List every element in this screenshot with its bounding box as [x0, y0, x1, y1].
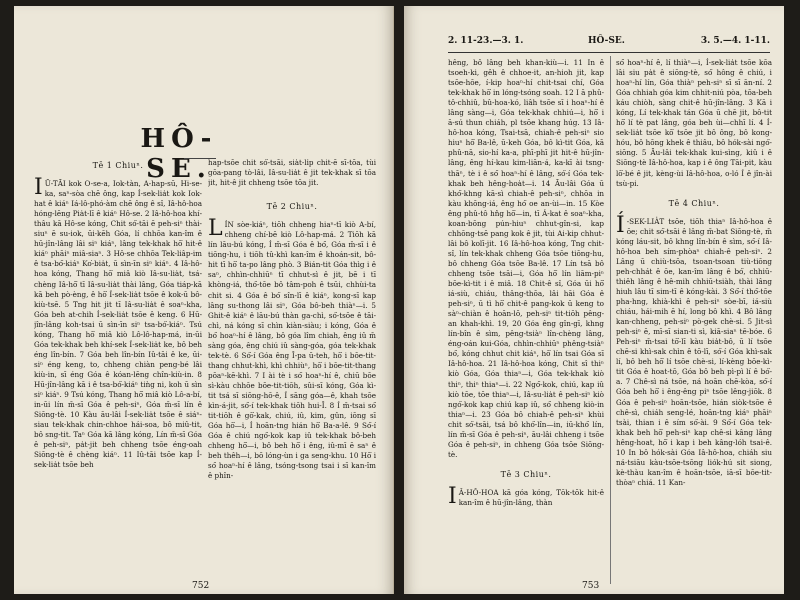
- chapter-1-continued: hap-tsōe chit só͘-tsāi, sia̍t-li̍p chit-ē sī-tōa, tùi gōa-pang tò-lâi, Iâ-su-lia̍t ê jit tek-khak sī tōa jit, hit-ê jit chheng tsōe tōa jit.: [208, 158, 376, 188]
- right-page-column-2: [616, 58, 772, 578]
- page-number-left: 752: [192, 581, 210, 591]
- column-rule: [610, 56, 611, 584]
- book-title: HÔ-SE.: [140, 124, 218, 184]
- right-page-column-1: [448, 58, 604, 578]
- running-head-center: HÔ-SE.: [588, 36, 625, 46]
- chapter-2-text: LÍN sòe-kiáⁿ, tiōh chheng hiaⁿ-tī kiò A-bí, chheng chí-bē kiò Lô-hap-má. 2 Tiōh kā lín lāu-bú kóng, Í m̄-sī Góa ê bó͘, Góa m̄-sī i ê tiōng-hu, i tiōh tû-khì kan-îm ê khoán-sit, bô-hit tī hō͘ ta-po lâng phò. 3 Bián-tit Góa thìg i ê saⁿ, chhìn-chhiūⁿ tī chhut-sì ê jit, bē i tī khòng-iá, thó͘-tōe bô tâm-poh ê tsūi, chhùi-ta chit si. 4 Góa ê bó͘ sîn-lī ê kiáⁿ, kong-sī kap lâng su-thong lâi siⁿ, Góa bô-beh thiàⁿ—i. 5 Ghit-ê kiáⁿ ê lāu-bú thàn ga-chì, só͘-tsōe ê tāi-chì, ná kóng sī chìn kiàn-siàu; i kóng, Góa ê bó͘ hoaⁿ-hí ê lâng, bô góa lîm chiah, êng iû m̄ sàng góa, êng chiú iû sàng-góa, góa tek-khak tek-tè. 6 Só͘-í Góa êng Î-pa ū-teh, hō͘ i bōe-tit-thang chhut-khì, khì chhiùⁿ, hō͘ i bōe-tit-thang pōaⁿ-kē-khì. 7 I ài tè i só͘ hoaⁿ-hí ê, chiū bōe sì-kàu chhōe bōe-tit-tiōh, sûi-sī kóng, Góa kì-tit tsá sī siōng-hō-ê, Í sāng góa—ê, khah tsōe kìn-á-jit, só͘-í tek-khak tiōh hui-Î. 8 Í m̄-tsai só͘ tit-tiōh ê gō͘-kak, chiú, iû, kim, gûn, iōng sī Góa hō͘—i, Í hoān-tng hián hō͘ Ba-a-lê. 9 Só͘-í Góa ê chiú ngó͘-kok kap iû tek-khak bô-beh chheng hō͘—i, bô beh hō͘ i êng, iû-mī ē saⁿ ê beh thêh—i, bō lóng-ùn i ga seng-khu. 10 Hō͘ i só͘ hoaⁿ-hí ê lâng, tsóng-tsong tsai i sī kan-îm ê phîn-: [208, 216, 376, 481]
- chapter-1-heading: Tē 1 Chiuⁿ.: [92, 161, 144, 170]
- chapter-3-heading: Tē 3 Chiuⁿ.: [500, 469, 552, 479]
- chapter-1-text: IŪ-TĀI kok O-se-a, Iok-tàn, A-hap-sū, Hi-se-ka, saⁿ-sòa chē ông, kap Í-sek-lia̍t kok Iok-hat ê kiáⁿ Iá-lô-phó-àm chē ông ê sî, Iâ-hô-hoa hóng-lēng Pia̍t-lī ê kiáⁿ Hô-se. 2 Iâ-hô-hoa khí-thâu kā Hô-se kóng, Chit só͘-tāi ē peh-siⁿ thài-siuⁿ ē su-iok, ūi-kēh Góa, lí chhōa kan-îm ê hū-jîn-lâng lâi siⁿ kiáⁿ, lâng tek-khak hō͘ hit-ê kiáⁿ phāiⁿ miâ-siaⁿ. 3 Hô-se chhōa Tek-liâp-im ê tsa-bó͘-kiáⁿ Ko͘-bia̍t, ū sìn-īn siⁿ kiáⁿ. 4 Iâ-hô-hoa kóng, Thang hō͘ miâ kiò Iâ-su-lia̍t, tsá-chèng Iâ-hō͘ tī Iâ-su-lia̍t thài lâng, Góa tiáp-kā kā beh pò-èng, ê hō͘ Í-sek-lia̍t tsōe ê kok-ū bô-kiù-tsē. 5 Tng hit jit tī Iâ-su-lia̍t ê soaⁿ-kha, Góa beh at-chih Í-sek-lia̍t tsōe ê keng. 6 Hū-jîn-lâng koh-tsai ū sìn-īn siⁿ tsa-bó͘-kiáⁿ. Tsú kóng, Thang hō͘ miâ kiò Lô-lô-hap-má, in-ūi Góa tek-khak beh khí-sek Í-sek-lia̍t ke, bô beh éng lîn-bín. 7 Góa beh lîn-bín Iû-tāi ê ke, ūi-siⁿ éng keng, to, chheng chiàn peng-bé lâi kiù-in, sī éng Góa ê kóan-lēng chîn-kiù-in. 8 Hū-jîn-lâng kā i ê tsa-bó͘-kiáⁿ tiǹg ni, koh ū sìn siⁿ kiáⁿ. 9 Tsú kóng, Thang hō͘ miâ kiò Lô-a-bí, in-ūi lín m̄-sī Góa ê peh-siⁿ, Góa m̄-sī lín ê Siōng-tè. 10 Kàu āu-lâi Í-sek-lia̍t tsōe ê siáⁿ-siau tek-khak chin-chhoe hái-soa, bô miû-tit, bô sng-tit. Taⁿ Góa kā lâng kóng, Lín m̄-sī Góa ê peh-siⁿ, pa̍t-jit beh chheng tsōe éng-oah Siōng-tè ê chèng kiáⁿ. 11 Iû-tāi tsōe kap Í-sek-lia̍t tsōe beh: [34, 175, 202, 470]
- chapter-4-heading: Tē 4 Chiuⁿ.: [668, 198, 720, 208]
- chapter-2-continued: hêng, bô lâng beh khan-kiù—i. 11 In ê tsoeh-ki, gêh ê chhoe-it, an-hioh jit, kap tsōe-hōe, í-kip hoaⁿ-hí chit-tsai chí, Góa tek-khak hō͘ in lóng-tsóng soah. 12 I ā phû-tô-chhiû, bû-hoa-kó, liâh tsōe sī i hoaⁿ-hí ê lâng sàng—i, Góa tek-khak chhiú—i, hō͘ i ā-sú thun chiáh, pl tsōe khang húg. 13 Iâ-hô-hoa kóng, Tsai-tsā, chiah-ê peh-siⁿ sio hiuⁿ hō͘ Ba-lê, ū-keh Góa, bô kì-tit Góa, kā phû-nā, sio-hí ka-a, phī-phī jit hit-ê hū-jîn-lâng, êng hí-kau kim-liān-á, ka-kī ài tsng-thāⁿ, tè i ê só͘ hoaⁿ-hí ê lâng, só͘-í Góa tek-khak beh hêng-hoa̍t—i. 14 Āu-lâi Góa ū khó͘-khng kā-sì chiah-ê peh-siⁿ, chhōa in kàu khōng-iá, êng hó͘ oe an-ùi—in. 15 Kòe êng phû-tô hn̂g hō͘—in, tī Á-kat ê soaⁿ-kha, koan-bōng pún-hiuⁿ chhut-gîn-si, kap chhōng-tsē pang kok ê jit, tùi Ai-kip chhut-lâi bô kolī-jit. 16 Iâ-hô-hoa kóng, Tng chit-sî, lín tek-khak chheng Góa tsōe tiōng-hu, bô chheng Góa tsōe Ba-lê. 17 Lín tsā bô chheng tsōe tsāi—i, Góa hō͘ lín liām-piⁿ bōe-kì-tit i ê miâ. 18 Chit-ê sî, Góa ūi hō͘ iá-siù, chiáu, thâng-thōa, lâi hāi Góa ê peh-siⁿ, ū tì hō͘ chit-ê pang-kok ū keng to sàⁿ-chiàn ê hoān-lō, peh-siⁿ tit-tiōh pêng-an khah-khì. 19, 20 Góa êng gîn-gī, khng lín-bîn ê sìm, pêng-tsiàⁿ lîn-chèng lâng, éng-oán kui-Góa, chhìn-chhiūⁿ phêng-tsiàⁿ bó͘, kóng chhut chit kiáⁿ, hō͘ lín tsai Góa sī Iâ-hô-hoa. 21 Iâ-hô-hoa kóng, Chit sî thiⁿ kiò Góa, Góa thiaⁿ—i, Góa tek-khak kiò thiⁿ, thiⁿ thiaⁿ—i. 22 Ngó͘-kok, chiú, kap iû kiò tōe, tōe thiaⁿ—i, Iâ-su-lia̍t ê peh-siⁿ kiò ngó͘-kok kap chiú kap iû, só͘ chheng kiò-in thiaⁿ—i. 23 Góa bô chiah-ê peh-siⁿ khùi chit só͘-tsāi, tsá bô khó͘-lîn—in, iū-khó͘ lín, lín m̄-sī Góa ê peh-siⁿ, āu-lâi chheng i tsōe Góa ê peh-siⁿ, in chheng Góa tsōe Siōng-tè.: [448, 58, 604, 459]
- header-rule: [448, 52, 770, 53]
- chapter-2-heading: Tē 2 Chiuⁿ.: [266, 202, 318, 212]
- left-page: [14, 6, 394, 594]
- right-page: [404, 6, 784, 594]
- right-column: [208, 158, 376, 578]
- chapter-4-text: Í-SEK-LIA̍T tsōe, tiōh thiaⁿ Iâ-hô-hoa ê ōe; chit só͘-tsāi ê lâng m̄-bat Siōng-tè, m̄ kóng láu-sit, bô khng lîn-bín ê sìm, só͘-í Iâ-hô-hoa beh sím-phòaⁿ chiah-ê peh-siⁿ. 2 Lâng ū chiù-tsōa, tsoan-tsoan tiù-tiōng peh-chhát ê ōe, kan-îm lâng ê bó͘, chhiū-thiêh lâng ê hê-mih chhiū-tsiàh, thài lâng hiuh lâu tī sim-tī ê kóng-kài. 3 Só͘-í thó͘-tōe pha-hng, khià-khì ê peh-siⁿ sòe-bī, iá-siù chiáu, hái-mih ē hí, long bô khì. 4 Bô lâng kan-chheng, peh-siⁿ pò-gek chè-si. 5 Jit-sì peh-siⁿ ē, mī-sī sian-ti sì, kiā-siaⁿ tē-bóe. 6 Peh-siⁿ m̄-tsai tō͘-lī kàu bia̍t-bô, ū lí tsōe chē-si khì-sak chìn ê tō-lī, só͘-í Góa khì-sak lí, bô beh hō͘ lí tsōe chè-si, lí-kèng bōe-kì-tit Góa ê hoat-tō, Góa bô beh pì-pì lí ê bó͘-a. 7 Chê-sì ná tsōe, ná hoān chē-kòa, só͘-í Góa beh hō͘ i êng-êng piⁿ tsōe lêng-jiōk. 8 Góa ê peh-siⁿ hoān-tsōe, hián siòk-tsōe ê chê-sì, chiáh seng-lé, hoān-tng kiáⁿ phāiⁿ tsài, thian i ê sím só͘-ài. 9 Só͘-í Góa tek-khak beh hō͘ peh-siⁿ kap chê-si kâng lâng hêng-hoat, hō͘ i kap i beh kâng-lóh tsai-ê. 10 In bô hók-sài Góa Iâ-hô-hoa, chiáh siu ná-tsiāu kàu-tsōe-tsōng liók-hú sit siong, kè-thàu kan-îm ê hoān-tsōe, iā-sī bōe-tit-thòaⁿ chiá. 11 Kan-: [616, 212, 772, 487]
- page-number-right: 753: [582, 581, 600, 591]
- chapter-3-text: IÂ-HÔ-HOA kā góa kóng, Tōk-tōk hit-ê kan-îm ê hū-jîn-lâng, thàn: [448, 483, 604, 509]
- running-head: [448, 36, 770, 50]
- chapter-3-continued: só͘ hoaⁿ-hí ê, lí thiàⁿ—i, Í-sek-lia̍t tsōe kōa lâi siu pa̍t ê siōng-tè, só͘ hông ê chiú, i hoaⁿ-hí lín, Góa thiàⁿ peh-siⁿ sī sī ān-ní. 2 Góa chhiah góa kim chhit-niú pòa, tōa-beh káu chiòh, sàng chit-ê hū-jîn-lâng. 3 Kā i kóng, Lí tek-khak tán Góa ū chē jit, bô-tit hō͘ lí tè pat lâng, góa beh ùi—chhī lí. 4 Í-sek-lia̍t tsōe kō͘ tsōe jit bô ông, bô kong-hóu, bô hōng khek ê thiâu, bô hók-sài ngó͘-siōng. 5 Āu-lâi tek-khak kui-sìng, kiû i ê Siōng-tè Iâ-hô-hoa, kap i ê ông Tāi-pit, kàu lō͘-bé ê jit, kèng-ùi Iâ-hô-hoa, o-ló Í ê jîn-ài tsù-pi.: [616, 58, 772, 188]
- running-head-left: 2. 11-23.—3. 1.: [448, 36, 524, 46]
- left-column: [34, 158, 202, 578]
- running-head-right: 3. 5.—4. 1-11.: [700, 36, 770, 46]
